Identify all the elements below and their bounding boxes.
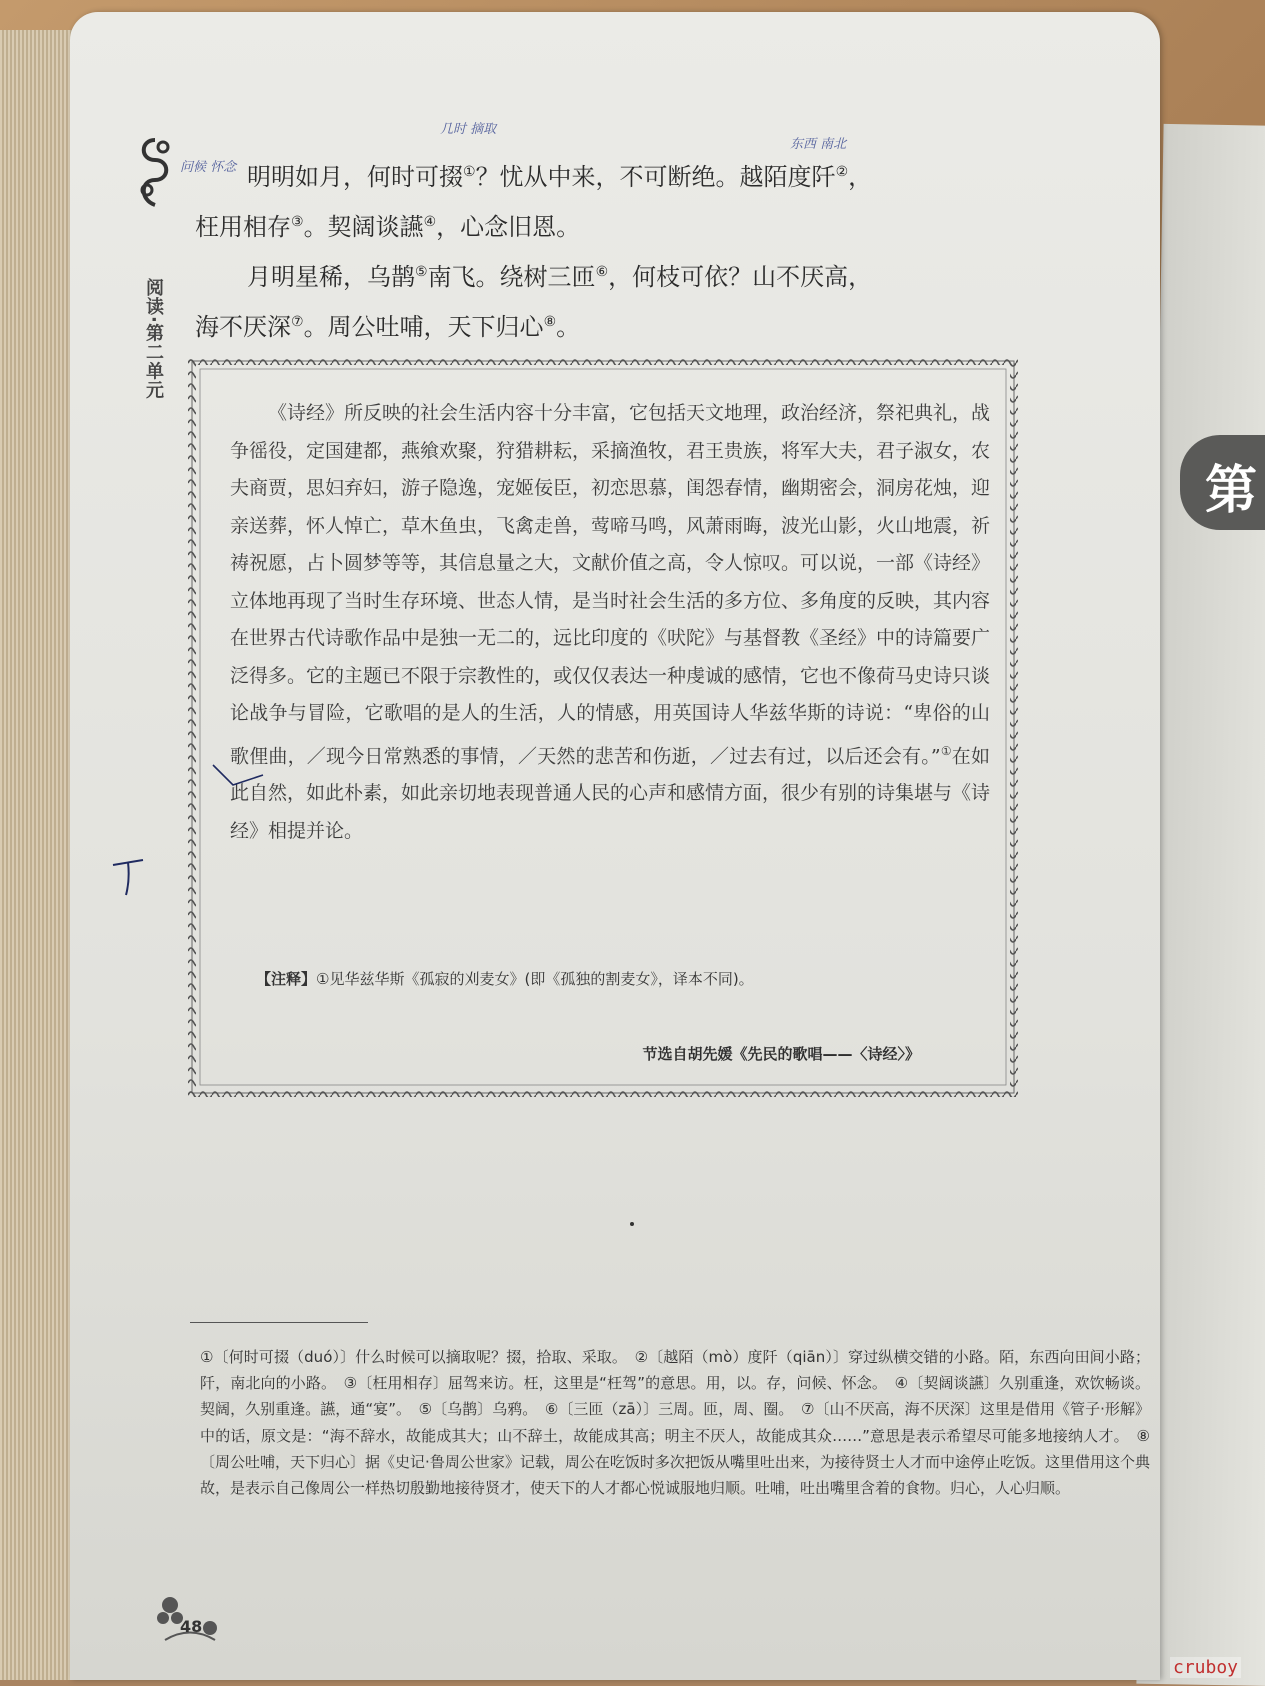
poem-line: 枉用相存③。契阔谈讌④，心念旧恩。 (195, 213, 581, 241)
poem-line: 明明如月，何时可掇①？忧从中来，不可断绝。越陌度阡②， (247, 163, 873, 191)
handwritten-note: 问候 怀念 (180, 160, 237, 175)
watermark: cruboy (1170, 1657, 1241, 1678)
poem (195, 150, 975, 350)
footnote-divider (190, 1322, 368, 1323)
handwritten-mark (108, 855, 148, 900)
footnote-ref[interactable]: ⑦ (291, 314, 304, 330)
annotation-label: 【注释】 (256, 970, 317, 988)
handwritten-note: 东西 南北 (790, 137, 847, 152)
footnote-ref[interactable]: ① (463, 164, 476, 180)
floral-ornament-icon (135, 135, 175, 215)
essay-body (230, 395, 990, 850)
footnote-ref[interactable]: ④ (423, 214, 437, 230)
next-page-tab-text: 第 (1205, 461, 1258, 521)
footnote-text: ①〔何时可掇（duó）〕什么时候可以摘取呢？掇，拾取、采取。 ②〔越陌（mò）度阡（qiān）〕穿过纵横交错的小路。陌，东西向田间小路；阡，南北向的小路。 ③〔枉用相存〕屈驾来访。枉，这里是“枉驾”的意思。用，以。存，问候、怀念。 ④〔契阔谈讌〕久别重逢，欢饮畅谈。契阔，久别重逢。讌，通“宴”。 ⑤〔乌鹊〕乌鸦。 ⑥〔三匝（zā）〕三周。匝，周、圈。 ⑦〔山不厌高，海不厌深〕这里是借用《管子·形解》中的话，原文是：“海不辞水，故能成其大；山不辞土，故能成其高；明主不厌人，故能成其众……”意思是表示希望尽可能多地接纳人才。 ⑧〔周公吐哺，天下归心〕据《史记·鲁周公世家》记载，周公在吃饭时多次把饭从嘴里吐出来，为接待贤士人才而中途停止吃饭。这里借用这个典故，是表示自己像周公一样热切殷勤地接待贤才，使天下的人才都心悦诚服地归顺。吐哺，吐出嘴里含着的食物。归心，人心归顺。 (200, 1348, 1150, 1498)
annotation-text: ①见华兹华斯《孤寂的刈麦女》(即《孤独的割麦女》，译本不同)。 (316, 970, 754, 988)
footnote-ref[interactable]: ① (940, 743, 952, 758)
footnote-ref[interactable]: ③ (291, 214, 304, 230)
annotation (256, 968, 956, 989)
footnote-ref[interactable]: ⑤ (415, 264, 428, 280)
handwritten-mark (208, 760, 268, 790)
handwritten-note: 几时 摘取 (440, 122, 497, 137)
page-number: 48 (180, 1617, 203, 1636)
footnote-ref[interactable]: ② (835, 164, 849, 180)
essay-paragraph: 《诗经》所反映的社会生活内容十分丰富，它包括天文地理，政治经济，祭祀典礼，战争徭役，定国建都，燕飨欢聚，狩猎耕耘，采摘渔牧，君王贵族，将军大夫，君子淑女，农夫商贾，思妇弃妇，游子隐逸，宠姬佞臣，初恋思慕，闺怨春情，幽期密会，洞房花烛，迎亲送葬，怀人悼亡，草木鱼虫，飞禽走兽，莺啼马鸣，风萧雨晦，波光山影，火山地震，祈祷祝愿，占卜圆梦等等，其信息量之大，文献价值之高，令人惊叹。可以说，一部《诗经》立体地再现了当时生存环境、世态人情，是当时社会生活的多方位、多角度的反映，其内容在世界古代诗歌作品中是独一无二的，远比印度的《吠陀》与基督教《圣经》中的诗篇要广泛得多。它的主题已不限于宗教性的，或仅仅表达一种虔诚的感情，它也不像荷马史诗只谈论战争与冒险，它歌唱的是人的生活，人的情感，用英国诗人华兹华斯的诗说：“卑俗的山歌俚曲，／现今日常熟悉的事情，／天然的悲苦和伤逝，／过去有过，以后还会有。”①在如此自然，如此朴素，如此亲切地表现普通人民的心声和感情方面，很少有别的诗集堪与《诗经》相提并论。 (230, 402, 991, 842)
poem-line: 月明星稀，乌鹊⑤南飞。绕树三匝⑥，何枝可依？山不厌高， (247, 263, 873, 291)
footnote-ref[interactable]: ⑧ (543, 314, 557, 330)
page-dot (630, 1222, 634, 1226)
footnotes (200, 1344, 1150, 1501)
poem-line: 海不厌深⑦。周公吐哺，天下归心⑧。 (195, 313, 581, 341)
section-title: 阅读·第二单元 (143, 278, 164, 400)
source-citation: 节选自胡先媛《先民的歌唱——〈诗经〉》 (642, 1045, 920, 1063)
footnote-ref[interactable]: ⑥ (595, 264, 609, 280)
